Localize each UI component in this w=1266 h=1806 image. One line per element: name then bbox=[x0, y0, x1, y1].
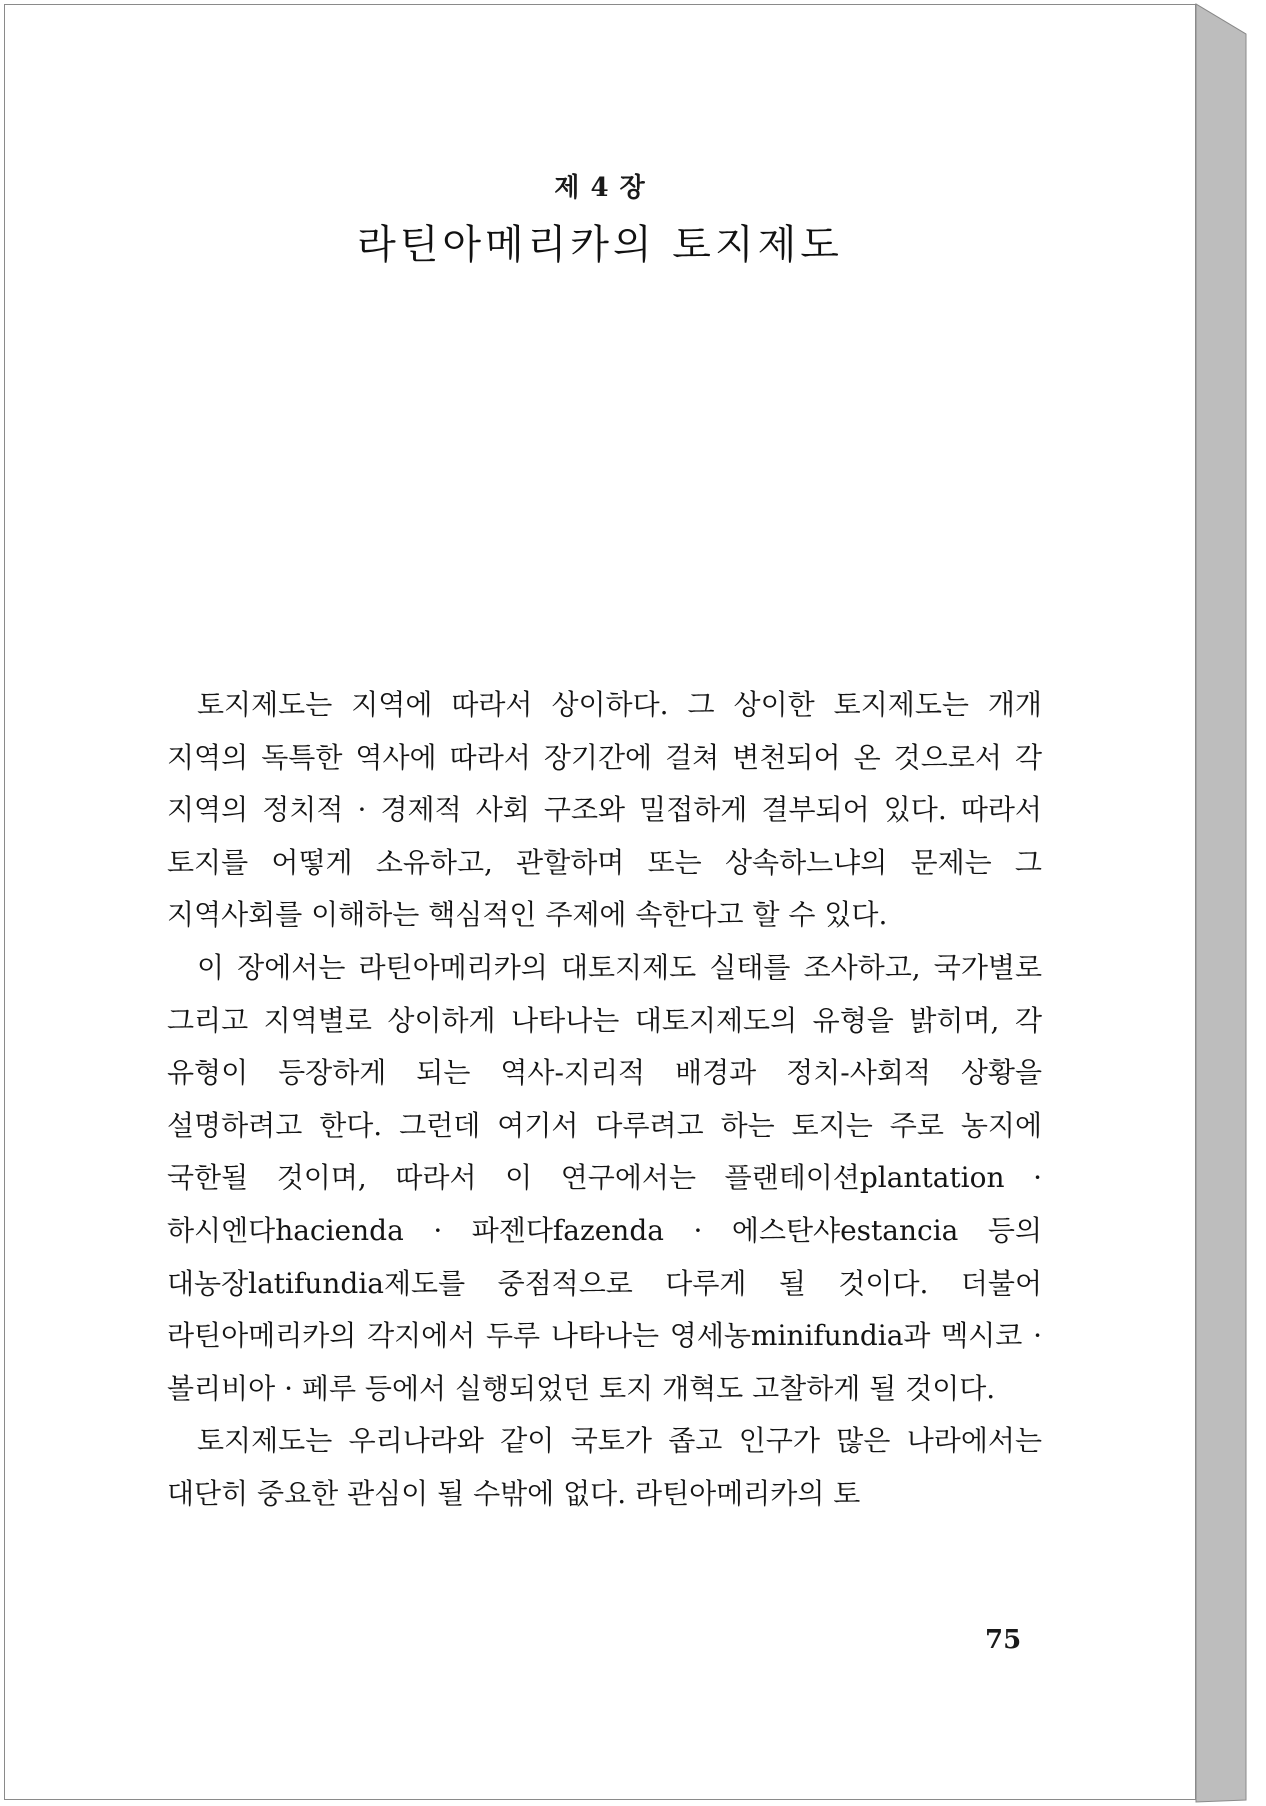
chapter-title: 라틴아메리카의 토지제도 bbox=[357, 222, 843, 268]
paragraph: 토지제도는 우리나라와 같이 국토가 좁고 인구가 많은 나라에서는 대단히 중요한 관심이 될 수밖에 없다. 라틴아메리카의 토 bbox=[167, 1424, 1042, 1510]
body-text bbox=[167, 679, 1042, 1521]
chapter-number: 제 4 장 bbox=[554, 173, 646, 203]
paragraph: 이 장에서는 라틴아메리카의 대토지제도 실태를 조사하고, 국가별로 그리고 지역별로 상이하게 나타나는 대토지제도의 유형을 밝히며, 각 유형이 등장하게 되는 역사-지리적 배경과 정치-사회적 상황을 설명하려고 한다. 그런데 여기서 다루려고 하는 토지는 주로 농지에 국한될 것이며, 따라서 이 연구에서는 플랜테이션plantation · 하시엔다hacienda · 파젠다fazenda · 에스탄샤estancia 등의 대농장latifundia제도를 중점적으로 다루게 될 것이다. 더불어 라틴아메리카의 각지에서 두루 나타나는 영세농minifundia과 멕시코 · 볼리비아 · 페루 등에서 실행되었던 토지 개혁도 고찰하게 될 것이다. bbox=[167, 950, 1042, 1405]
page-number: 75 bbox=[985, 1625, 1022, 1655]
book-page bbox=[4, 4, 1196, 1800]
paragraph: 토지제도는 지역에 따라서 상이하다. 그 상이한 토지제도는 개개 지역의 독특한 역사에 따라서 장기간에 걸쳐 변천되어 온 것으로서 각 지역의 정치적 · 경제적 사회 구조와 밀접하게 결부되어 있다. 따라서 토지를 어떻게 소유하고, 관할하며 또는 상속하느냐의 문제는 그 지역사회를 이해하는 핵심적인 주제에 속한다고 할 수 있다. bbox=[167, 688, 1042, 932]
